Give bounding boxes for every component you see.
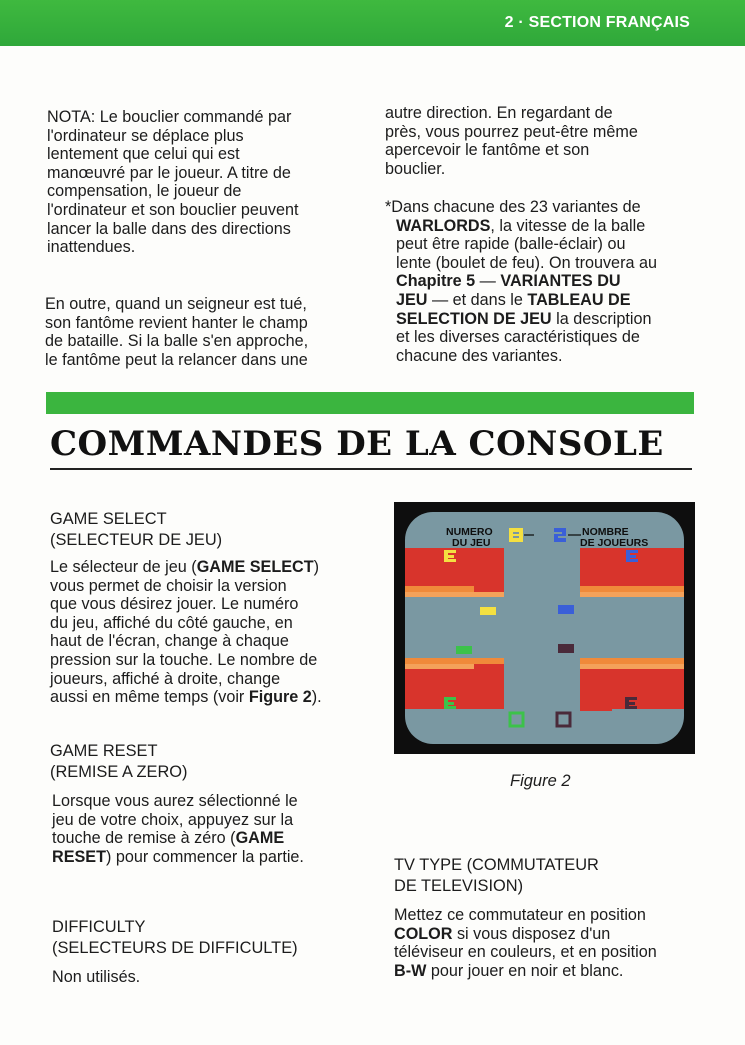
tv-type-line: pour jouer en noir et blanc.	[426, 961, 624, 980]
nota-line: compensation, le joueur de	[47, 182, 242, 201]
player-count-digit	[554, 528, 566, 542]
section-label: 2 · SECTION FRANÇAIS	[504, 14, 690, 31]
label-nombre-line2: DE JOUEURS	[580, 537, 649, 549]
castle-bottom-right	[580, 658, 695, 711]
nota-line: manœuvré par le joueur. A titre de	[47, 163, 291, 182]
game-reset-heading-line: GAME RESET	[50, 742, 158, 760]
game-select-line: )	[313, 558, 319, 576]
note-line: *Dans chacune des 23 variantes de	[385, 198, 641, 216]
figure-caption: Figure 2	[510, 772, 571, 790]
variantes-note	[385, 198, 705, 365]
game-select-line: que vous désirez jouer. Le numéro	[50, 595, 299, 614]
game-reset-heading	[50, 741, 188, 783]
difficulty-heading-line: (SELECTEURS DE DIFFICULTE)	[52, 939, 298, 957]
section-title: COMMANDES DE LA CONSOLE	[50, 424, 664, 464]
game-select-heading-line: (SELECTEUR DE JEU)	[50, 531, 223, 549]
shield-purple	[558, 644, 574, 653]
outre-line: de bataille. Si la balle s'en approche,	[45, 332, 309, 351]
game-select-line: haut de l'écran, change à chaque	[50, 632, 289, 651]
variantes-ref: VARIANTES DU	[500, 272, 621, 291]
game-select-heading-line: GAME SELECT	[50, 510, 167, 528]
outre-line: son fantôme revient hanter le champ	[45, 313, 308, 332]
game-reset-term: RESET	[52, 847, 106, 866]
direction-line: apercevoir le fantôme et son	[385, 141, 590, 160]
nota-line: Le bouclier commandé par	[95, 108, 292, 126]
header-bar	[0, 0, 745, 46]
note-line: , la vitesse de la balle	[490, 216, 646, 235]
game-reset-line: Lorsque vous aurez sélectionné le	[52, 792, 298, 810]
outre-line: En outre, quand un seigneur est tué,	[45, 295, 307, 313]
figure-2-screen	[394, 502, 695, 754]
shield-blue	[558, 605, 574, 614]
label-nombre-line1: NOMBRE	[582, 526, 629, 538]
castle-top-right	[580, 548, 695, 597]
note-line: peut être rapide (balle-éclair) ou	[396, 235, 626, 254]
note-line: la description	[551, 309, 652, 328]
direction-paragraph	[385, 104, 705, 178]
chapitre-ref: Chapitre 5	[396, 272, 476, 291]
game-number-digit	[509, 528, 523, 542]
game-reset-line: touche de remise à zéro (	[52, 829, 236, 848]
tv-type-heading-line: TV TYPE (COMMUTATEUR	[394, 856, 599, 874]
game-reset-line: jeu de votre choix, appuyez sur la	[52, 810, 294, 829]
game-screen-illustration	[394, 502, 695, 754]
jeu-ref: JEU	[396, 290, 428, 309]
tv-type-heading	[394, 855, 599, 897]
game-reset-line: ) pour commencer la partie.	[105, 847, 304, 866]
game-reset-term: GAME	[235, 829, 285, 848]
shield-green	[456, 646, 472, 654]
nota-line: inattendues.	[47, 238, 136, 257]
game-select-line: du jeu, affiché du côté gauche, en	[50, 613, 293, 632]
label-numero-line2: DU JEU	[452, 537, 491, 549]
game-select-text	[50, 558, 370, 707]
tv-type-text	[394, 906, 714, 980]
figure-ref: Figure 2	[248, 688, 312, 707]
note-line: et les diverses caractéristiques de	[396, 328, 640, 347]
direction-line: autre direction. En regardant de	[385, 104, 613, 122]
difficulty-text: Non utilisés.	[52, 968, 141, 986]
game-select-line: aussi en même temps (voir	[50, 688, 249, 707]
direction-line: bouclier.	[385, 159, 446, 178]
tableau-ref: TABLEAU DE	[527, 290, 631, 309]
game-select-line: ).	[311, 688, 322, 707]
game-select-line: joueurs, affiché à droite, change	[50, 669, 281, 688]
nota-line: l'ordinateur se déplace plus	[47, 126, 244, 145]
game-select-line: pression sur la touche. Le nombre de	[50, 650, 318, 669]
outre-line: le fantôme peut la relancer dans une	[45, 350, 308, 369]
nota-paragraph	[47, 108, 357, 257]
color-term: COLOR	[394, 924, 453, 943]
tv-type-heading-line: DE TELEVISION)	[394, 877, 524, 895]
nota-label: NOTA:	[47, 108, 96, 126]
note-line: lente (boulet de feu). On trouvera au	[396, 253, 657, 272]
nota-line: l'ordinateur et son bouclier peuvent	[47, 200, 299, 219]
nota-line: lancer la balle dans des directions	[47, 219, 291, 238]
direction-line: près, vous pourrez peut-être même	[385, 122, 638, 141]
game-reset-text	[52, 792, 372, 866]
selection-ref: SELECTION DE JEU	[396, 309, 552, 328]
shield-yellow	[480, 607, 496, 615]
game-select-term: GAME SELECT	[196, 558, 314, 576]
difficulty-heading	[52, 917, 298, 959]
game-select-heading	[50, 509, 222, 551]
game-select-line: vous permet de choisir la version	[50, 576, 287, 595]
nota-line: lentement que celui qui est	[47, 145, 240, 164]
warlords-term: WARLORDS	[396, 216, 491, 235]
outre-paragraph	[45, 295, 365, 369]
note-dash: —	[475, 272, 501, 291]
game-reset-heading-line: (REMISE A ZERO)	[50, 763, 188, 781]
tv-type-line: si vous disposez d'un	[452, 924, 611, 943]
bw-term: B-W	[394, 961, 427, 980]
tv-type-line: Mettez ce commutateur en position	[394, 906, 646, 924]
game-select-line: Le sélecteur de jeu (	[50, 558, 197, 576]
castle-bottom-left	[394, 658, 504, 709]
note-mid: — et dans le	[427, 290, 528, 309]
section-divider-bar	[46, 392, 694, 414]
title-rule	[50, 468, 692, 470]
difficulty-heading-line: DIFFICULTY	[52, 918, 146, 936]
label-numero-line1: NUMERO	[446, 526, 493, 538]
tv-type-line: téléviseur en couleurs, et en position	[394, 943, 657, 962]
note-line: chacune des variantes.	[396, 346, 563, 365]
